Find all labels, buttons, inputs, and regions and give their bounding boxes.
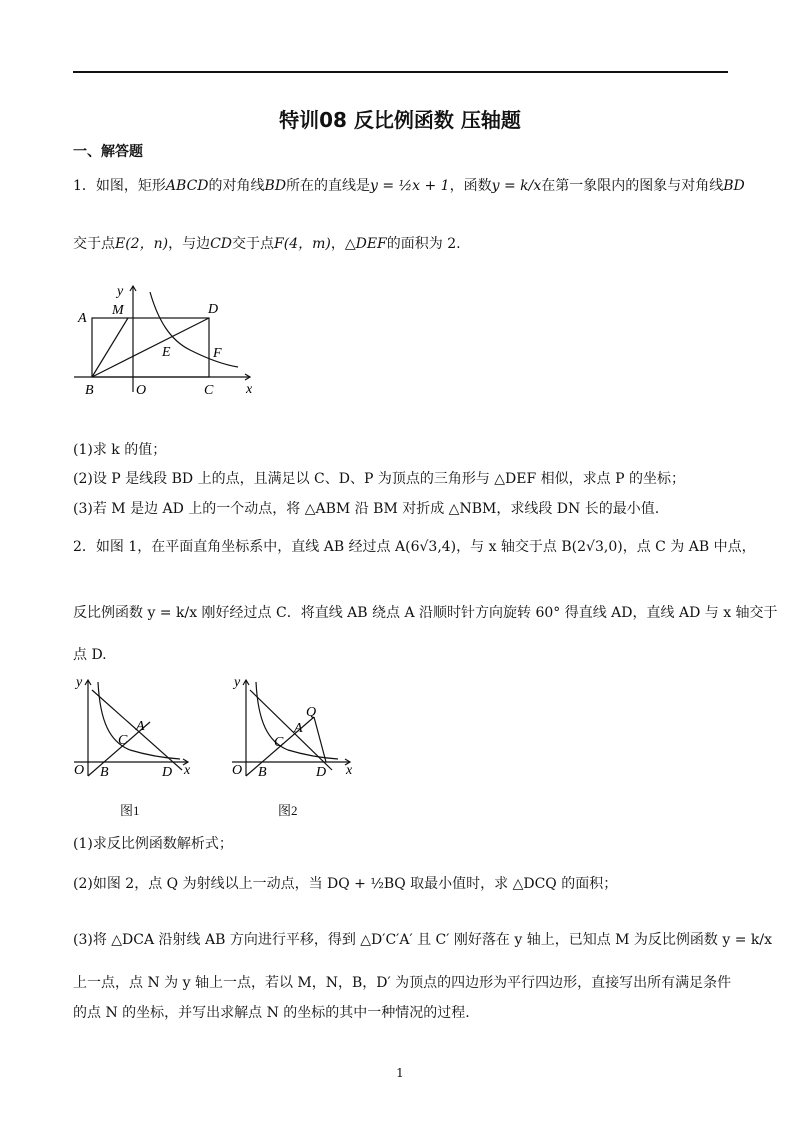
label-y: y <box>76 675 83 690</box>
label-F: F <box>213 346 222 361</box>
q1-text: 的面积为 2. <box>386 236 461 252</box>
label-D: D <box>316 765 327 780</box>
label-x: x <box>246 382 253 397</box>
label-E: E <box>162 345 171 360</box>
label-D: D <box>208 302 219 317</box>
q2-figure-2 <box>228 672 358 782</box>
label-Q: Q <box>306 705 317 720</box>
label-A: A <box>78 311 87 326</box>
page-number: 1 <box>396 1066 404 1080</box>
q2-line3: 点 D. <box>73 647 107 663</box>
q1-line-equation: y = ½x + 1 <box>370 178 450 194</box>
q2-sub2: (2)如图 2，点 Q 为射线以上一动点，当 DQ + ½BQ 取最小值时，求 △DCQ 的面积； <box>73 876 618 892</box>
q1-function-equation: y = k/x <box>491 178 542 194</box>
q1-text: ，与边 <box>168 236 211 252</box>
section-heading: 一、解答题 <box>73 144 143 160</box>
segment-QD <box>314 717 326 762</box>
label-B: B <box>258 765 267 780</box>
q2-sub3-line3: 的点 N 的坐标，并写出求解点 N 的坐标的其中一种情况的过程. <box>73 1005 470 1021</box>
q1-text: 1．如图，矩形 <box>73 178 166 194</box>
q1-text: 在第一象限内的图象与对角线 <box>541 178 724 194</box>
q1-figure <box>70 280 260 400</box>
label-A: A <box>294 721 303 736</box>
q1-sub1: (1)求 k 的值； <box>73 442 167 458</box>
q2-sub3-line1: (3)将 △DCA 沿射线 AB 方向进行平移，得到 △D′C′A′ 且 C′ 刚好落在 y 轴上，已知点 M 为反比例函数 y = k/x <box>73 932 773 948</box>
q1-diag-name: BD <box>264 178 287 194</box>
label-x: x <box>184 763 191 778</box>
label-C: C <box>204 383 214 398</box>
label-y: y <box>234 675 241 690</box>
q2-sub1: (1)求反比例函数解析式； <box>73 836 233 852</box>
q2-sub3-line2: 上一点，点 N 为 y 轴上一点，若以 M，N，B，D′ 为顶点的四边形为平行四边形，直接写出所有满足条件 <box>73 975 732 991</box>
header-rule <box>73 71 728 73</box>
figure-1-caption: 图1 <box>120 803 140 818</box>
label-O: O <box>232 763 243 778</box>
q1-rect-name: ABCD <box>165 178 209 194</box>
q1-triangle-name: △DEF <box>344 236 387 252</box>
q1-text: 所在的直线是 <box>286 178 371 194</box>
label-D: D <box>162 765 173 780</box>
q1-sub2: (2)设 P 是线段 BD 上的点，且满足以 C、D、P 为顶点的三角形与 △DEF 相似，求点 P 的坐标； <box>73 471 685 487</box>
label-x: x <box>346 763 353 778</box>
page-title: 特训08 反比例函数 压轴题 <box>279 108 521 132</box>
figure-2-caption: 图2 <box>278 803 298 818</box>
q1-text: 的对角线 <box>208 178 265 194</box>
q1-text: 交于点 <box>73 236 115 252</box>
q1-diag-name: BD <box>723 178 745 194</box>
q2-line2: 反比例函数 y = k/x 刚好经过点 C．将直线 AB 绕点 A 沿顺时针方向旋转 60° 得直线 AD，直线 AD 与 x 轴交于 <box>73 605 778 621</box>
label-C: C <box>274 735 284 750</box>
label-y: y <box>117 284 124 299</box>
q1-text: ， <box>330 236 345 252</box>
q1-line1 <box>73 176 745 196</box>
label-B: B <box>100 765 109 780</box>
q1-sub3: (3)若 M 是边 AD 上的一个动点，将 △ABM 沿 BM 对折成 △NBM，求线段 DN 长的最小值. <box>73 501 660 517</box>
label-C: C <box>118 733 128 748</box>
q2-figure-1 <box>70 672 200 782</box>
q1-point-E: E(2，n) <box>115 236 169 252</box>
q1-line2 <box>73 234 461 254</box>
label-A: A <box>136 719 145 734</box>
label-M: M <box>112 303 124 318</box>
label-O: O <box>136 383 147 398</box>
label-O: O <box>74 763 85 778</box>
q1-side-name: CD <box>210 236 233 252</box>
q1-text: ，函数 <box>449 178 492 194</box>
label-B: B <box>85 383 94 398</box>
q1-point-F: F(4，m) <box>274 236 331 252</box>
line-AD <box>250 690 332 770</box>
q2-line1: 2．如图 1，在平面直角坐标系中，直线 AB 经过点 A(6√3,4)，与 x 轴交于点 B(2√3,0)，点 C 为 AB 中点， <box>73 539 756 555</box>
q1-text: 交于点 <box>232 236 275 252</box>
